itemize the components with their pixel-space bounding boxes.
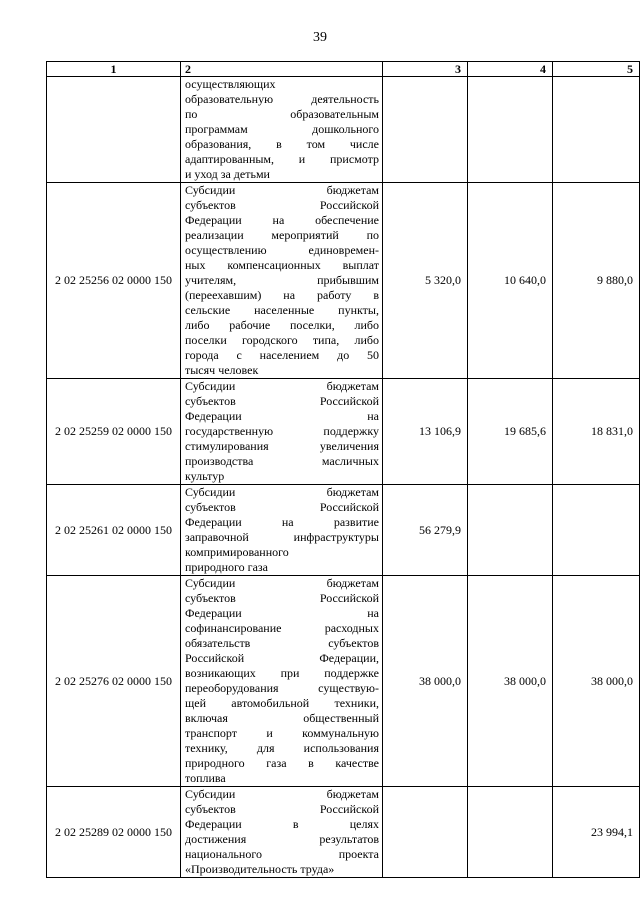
amount-cell-col5 [553,485,640,576]
column-header-5: 5 [553,62,640,77]
column-header-4: 4 [468,62,553,77]
description-line: Федерации в целях [185,817,379,831]
description-line: Федерации на [185,606,379,620]
description-line: по образовательным [185,107,379,121]
table-row [47,485,640,576]
description-line: заправочной инфраструктуры [185,530,379,544]
description-cell [181,183,383,379]
description-line: Субсидии бюджетам [185,787,379,801]
description-line: обязательств субъектов [185,636,379,650]
table-row [47,787,640,878]
description-line: сельские населенные пункты, [185,303,379,317]
description-line: субъектов Российской [185,394,379,408]
amount-cell-col3: 38 000,0 [383,576,468,787]
description-line: достижения результатов [185,832,379,846]
page-number: 39 [313,30,327,45]
description-cell [181,576,383,787]
description-line: государственную поддержку [185,424,379,438]
description-line: реализации мероприятий по [185,228,379,242]
description-line: транспорт и коммунальную [185,726,379,740]
description-cell [181,787,383,878]
amount-cell-col3 [383,787,468,878]
amount-cell-col4: 19 685,6 [468,379,553,485]
amount-cell-col4: 10 640,0 [468,183,553,379]
description-cell [181,77,383,183]
table-row [47,183,640,379]
budget-code-cell: 2 02 25261 02 0000 150 [47,485,181,576]
amount-cell-col5: 38 000,0 [553,576,640,787]
description-line: Федерации на развитие [185,515,379,529]
column-header-2: 2 [181,62,383,77]
description-line: (переехавшим) на работу в [185,288,379,302]
description-line: возникающих при поддержке [185,666,379,680]
description-line: софинансирование расходных [185,621,379,635]
table-row [47,379,640,485]
description-line: либо рабочие поселки, либо [185,318,379,332]
amount-cell-col5: 9 880,0 [553,183,640,379]
description-line: ных компенсационных выплат [185,258,379,272]
description-line: осуществляющих [185,77,276,91]
table-row [47,77,640,183]
description-line: тысяч человек [185,363,259,377]
amount-cell-col5: 18 831,0 [553,379,640,485]
amount-cell-col3: 5 320,0 [383,183,468,379]
description-cell [181,485,383,576]
budget-table [46,61,640,878]
amount-cell-col3: 13 106,9 [383,379,468,485]
description-line: природного газа [185,560,268,574]
budget-code-cell: 2 02 25259 02 0000 150 [47,379,181,485]
column-header-1: 1 [47,62,181,77]
description-line: топлива [185,771,226,785]
budget-code-cell: 2 02 25289 02 0000 150 [47,787,181,878]
amount-cell-col4 [468,77,553,183]
description-line: Субсидии бюджетам [185,576,379,590]
description-line: субъектов Российской [185,198,379,212]
description-line: поселки городского типа, либо [185,333,379,347]
amount-cell-col4 [468,485,553,576]
table-row [47,576,640,787]
description-line: Российской Федерации, [185,651,379,665]
amount-cell-col5: 23 994,1 [553,787,640,878]
description-line: Федерации на [185,409,379,423]
description-line: национального проекта [185,847,379,861]
budget-code-cell [47,77,181,183]
description-line: образовательную деятельность [185,92,379,106]
description-line: культур [185,469,225,483]
budget-code-cell: 2 02 25256 02 0000 150 [47,183,181,379]
description-line: образования, в том числе [185,137,379,151]
description-cell [181,379,383,485]
description-line: включая общественный [185,711,379,725]
description-line: природного газа в качестве [185,756,379,770]
description-line: компримированного [185,545,289,559]
amount-cell-col3 [383,77,468,183]
description-line: «Производительность труда» [185,862,335,876]
amount-cell-col3: 56 279,9 [383,485,468,576]
description-line: щей автомобильной техники, [185,696,379,710]
description-line: субъектов Российской [185,802,379,816]
description-line: Субсидии бюджетам [185,379,379,393]
description-line: адаптированным, и присмотр [185,152,379,166]
description-line: производства масличных [185,454,379,468]
description-line: Федерации на обеспечение [185,213,379,227]
description-line: технику, для использования [185,741,379,755]
description-line: стимулирования увеличения [185,439,379,453]
description-line: субъектов Российской [185,500,379,514]
amount-cell-col4: 38 000,0 [468,576,553,787]
budget-code-cell: 2 02 25276 02 0000 150 [47,576,181,787]
table-header-row [47,62,640,77]
description-line: переоборудования существую- [185,681,379,695]
amount-cell-col5 [553,77,640,183]
description-line: города с населением до 50 [185,348,379,362]
amount-cell-col4 [468,787,553,878]
description-line: осуществлению единовремен- [185,243,379,257]
description-line: программам дошкольного [185,122,379,136]
description-line: субъектов Российской [185,591,379,605]
description-line: Субсидии бюджетам [185,485,379,499]
column-header-3: 3 [383,62,468,77]
description-line: и уход за детьми [185,167,270,181]
description-line: учителям, прибывшим [185,273,379,287]
description-line: Субсидии бюджетам [185,183,379,197]
